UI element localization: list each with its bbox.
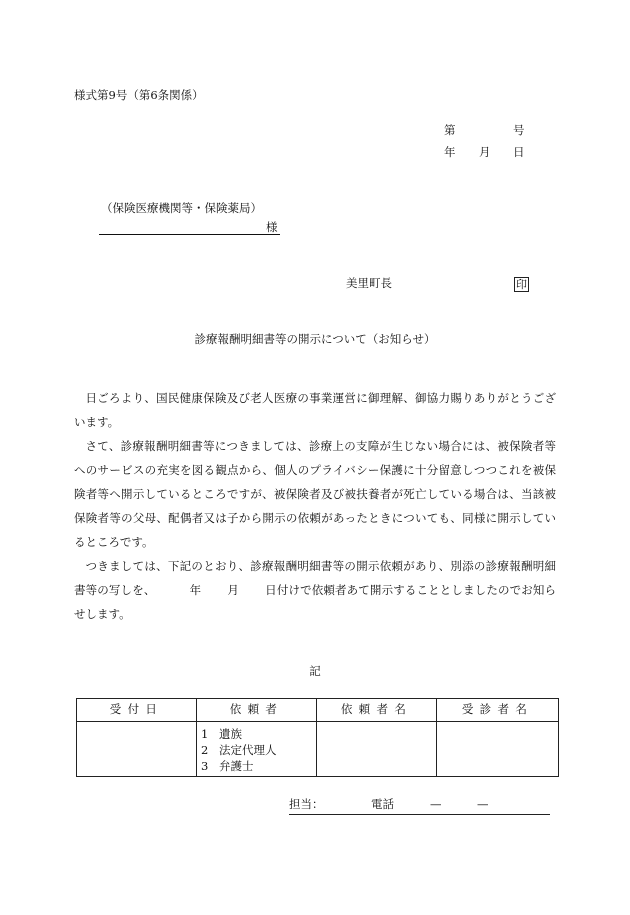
cell-requester	[197, 722, 317, 777]
request-table-row	[77, 722, 559, 777]
seal-mark: 印	[516, 278, 527, 291]
requester-option-lawyer: 3 弁護士	[201, 759, 254, 773]
body-paragraph-1: 日ごろより、国民健康保険及び老人医療の事業運営に御理解、御協力賜りありがとうございます。	[74, 391, 556, 429]
p3-before: つきましては、下記のとおり、診療報酬明細書等の開示依頼があり、別添の診療報酬明細書等の写しを、	[74, 559, 556, 597]
p3-after: 日付けで依頼者あて開示することとしましたのでお知らせします。	[74, 583, 557, 621]
phone-dash-1: —	[430, 797, 442, 811]
requester-option-legal-rep: 2 法定代理人	[201, 743, 277, 757]
header-patient-name: 受診者名	[437, 699, 559, 722]
body-paragraph-2: さて、診療報酬明細書等につきましては、診療上の支障が生じない場合には、被保険者等へのサービスの充実を図る観点から、個人のプライバシー保護に十分留意しつつこれを被保険者等へ開示しているところですが、被保険者及び被扶養者が死亡している場合は、当該被保険者等の父母、配偶者又は子から開示の依頼があったときについても、同様に開示しているところです。	[74, 439, 556, 549]
cell-patient-name	[437, 722, 559, 777]
document-title: 診療報酬明細書等の開示について（お知らせ）	[194, 332, 436, 346]
p3-month-label: 月	[227, 583, 240, 597]
requester-options	[197, 722, 316, 774]
document-number-gou: 号	[513, 123, 525, 137]
body-paragraph-3	[74, 554, 556, 626]
contact-person-label: 担当：	[289, 797, 324, 811]
cell-received-date	[77, 722, 197, 777]
form-number: 様式第9号（第6条関係）	[74, 88, 204, 102]
header-requester-name: 依頼者名	[317, 699, 437, 722]
document-number-dai: 第	[444, 123, 456, 137]
recipient-honorific: 様	[266, 220, 278, 234]
date-day-label: 日	[513, 145, 525, 159]
date-year-label: 年	[444, 145, 456, 159]
request-table	[76, 698, 559, 777]
header-received-date: 受付日	[77, 699, 197, 722]
phone-dash-2: —	[477, 797, 489, 811]
ki-heading: 記	[309, 664, 321, 678]
sender-name: 美里町長	[346, 276, 392, 290]
recipient-label: （保険医療機関等・保険薬局）	[101, 201, 262, 215]
phone-label: 電話	[371, 797, 394, 811]
requester-option-bereaved: 1 遺族	[201, 727, 242, 741]
date-month-label: 月	[479, 145, 491, 159]
p3-year-label: 年	[189, 583, 202, 597]
request-table-header-row	[77, 699, 559, 722]
contact-footer	[289, 799, 550, 815]
cell-requester-name	[317, 722, 437, 777]
recipient-name-line	[99, 234, 280, 235]
header-requester: 依頼者	[197, 699, 317, 722]
